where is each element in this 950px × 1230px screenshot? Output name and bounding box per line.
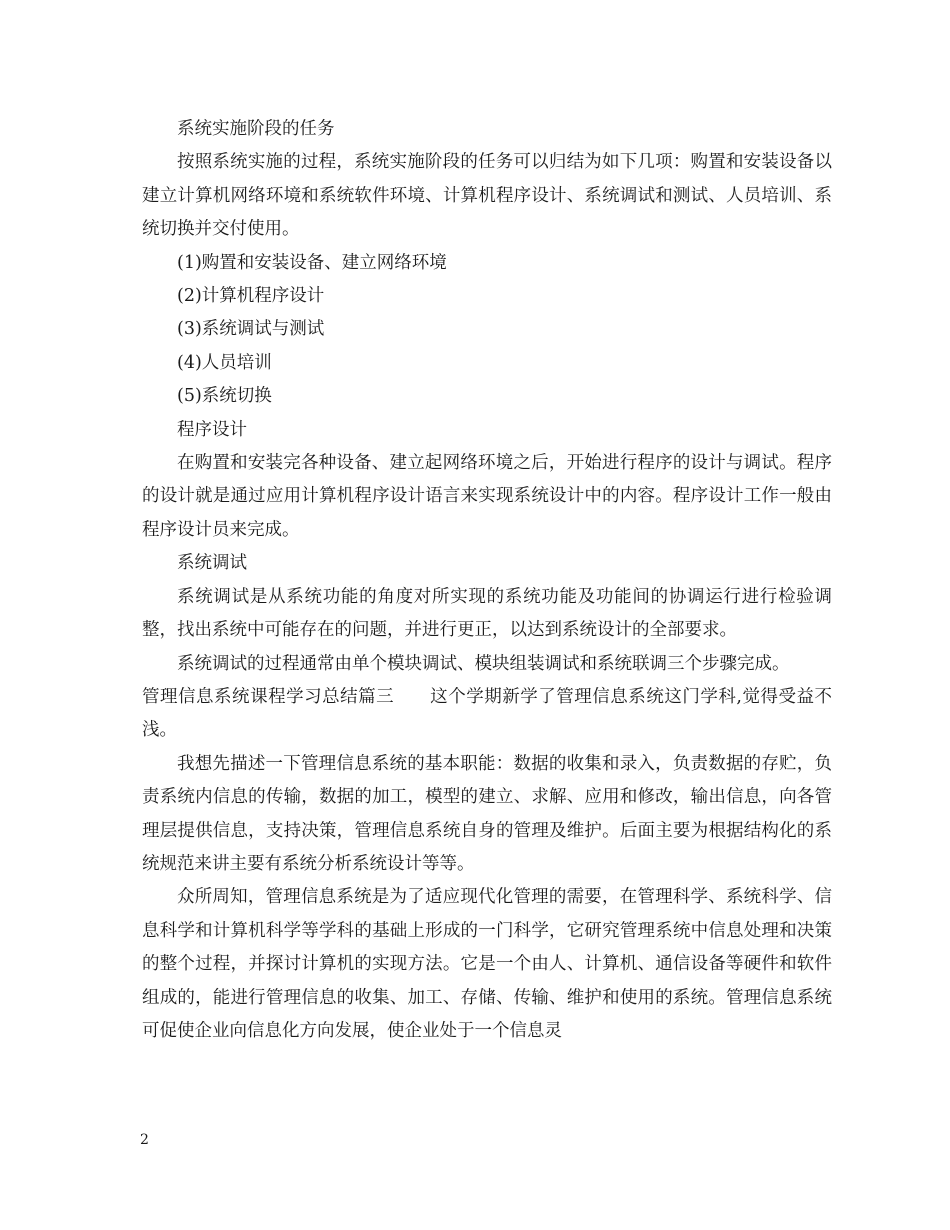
paragraph-implementation: 按照系统实施的过程，系统实施阶段的任务可以归结为如下几项：购置和安装设备以建立计算机网络环境和系统软件环境、计算机程序设计、系统调试和测试、人员培训、系统切换并交付使用。 [142, 152, 832, 240]
paragraph-summary-title: 管理信息系统课程学习总结篇三 这个学期新学了管理信息系统这门学科,觉得受益不浅。 [142, 686, 832, 741]
list-item: (4)人员培训 [177, 352, 272, 373]
paragraph-known: 众所周知，管理信息系统是为了适应现代化管理的需要，在管理科学、系统科学、信息科学和计算机科学等学科的基础上形成的一门科学，它研究管理系统中信息处理和决策的整个过程，并探讨计算机的实现方法。它是一个由人、计算机、通信设备等硬件和软件组成的，能进行管理信息的收集、加工、存储、传输、维护和使用的系统。管理信息系统可促使企业向信息化方向发展，使企业处于一个信息灵 [142, 887, 832, 1041]
document-body [142, 113, 832, 1048]
paragraph-functions: 我想先描述一下管理信息系统的基本职能：数据的收集和录入，负责数据的存贮，负责系统内信息的传输，数据的加工，模型的建立、求解、应用和修改，输出信息，向各管理层提供信息，支持决策，管理信息系统自身的管理及维护。后面主要为根据结构化的系统规范来讲主要有系统分析系统设计等等。 [142, 753, 832, 874]
section-heading-implementation: 系统实施阶段的任务 [177, 119, 335, 139]
list-item: (5)系统切换 [177, 386, 272, 407]
list-item: (1)购置和安装设备、建立网络环境 [177, 252, 447, 273]
section-heading-programming: 程序设计 [177, 419, 247, 440]
list-item: (2)计算机程序设计 [177, 286, 325, 307]
paragraph-debugging-1: 系统调试是从系统功能的角度对所实现的系统功能及功能间的协调运行进行检验调整，找出系统中可能存在的问题，并进行更正，以达到系统设计的全部要求。 [142, 586, 832, 641]
page-number: 2 [140, 1132, 149, 1148]
paragraph-programming: 在购置和安装完各种设备、建立起网络环境之后，开始进行程序的设计与调试。程序的设计就是通过应用计算机程序设计语言来实现系统设计中的内容。程序设计工作一般由程序设计员来完成。 [142, 453, 832, 540]
list-item: (3)系统调试与测试 [177, 319, 325, 340]
paragraph-debugging-2: 系统调试的过程通常由单个模块调试、模块组装调试和系统联调三个步骤完成。 [177, 653, 790, 674]
section-heading-debugging: 系统调试 [177, 553, 247, 574]
